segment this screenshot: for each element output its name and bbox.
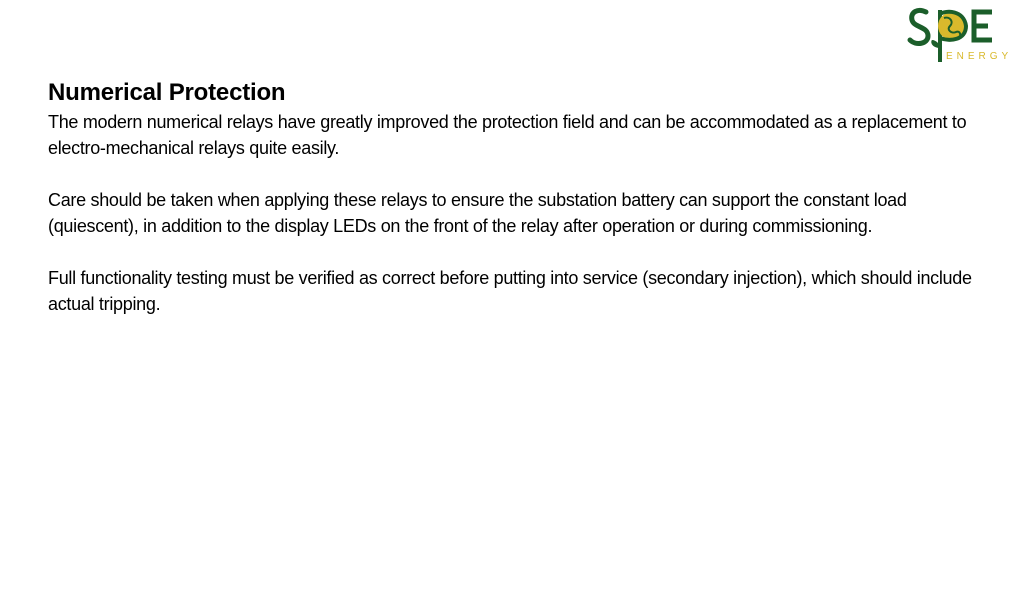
page-title: Numerical Protection — [48, 79, 286, 106]
content — [48, 78, 988, 343]
logo-tagline: ENERGY — [946, 51, 1013, 62]
paragraph-2: Care should be taken when applying these relays to ensure the substation battery can support the constant load (quiescent), in addition to the display LEDs on the front of the relay after operation or during commissioning. — [48, 190, 907, 236]
spe-energy-logo — [906, 4, 1020, 66]
paragraph-3: Full functionality testing must be verified as correct before putting into service (secondary injection), which should include actual tripping. — [48, 268, 972, 314]
paragraph-1: The modern numerical relays have greatly improved the protection field and can be accommodated as a replacement to electro-mechanical relays quite easily. — [48, 112, 967, 158]
